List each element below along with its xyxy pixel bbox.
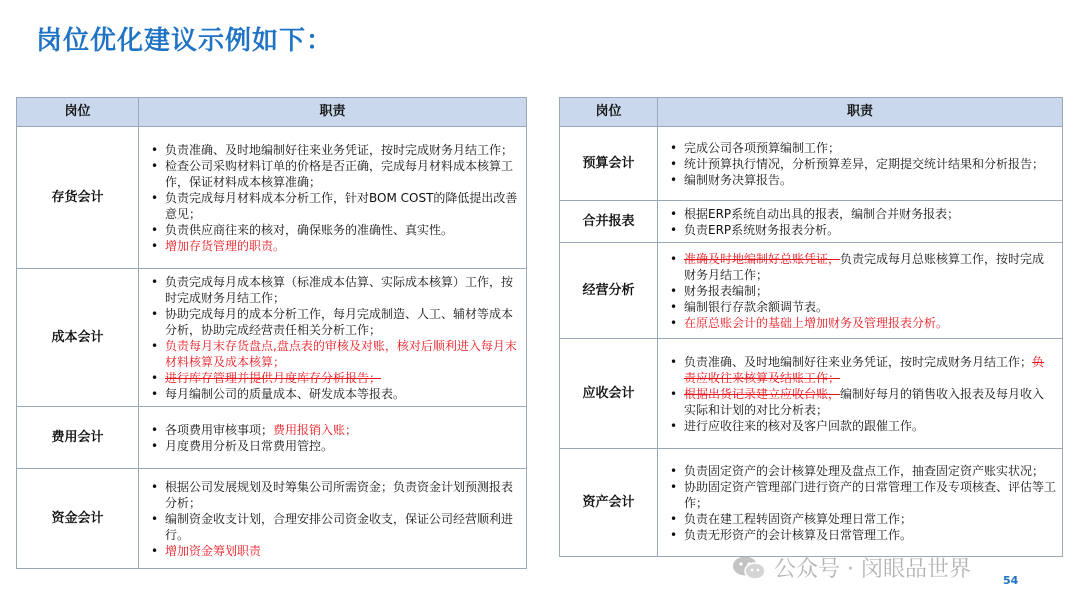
duty-item [147,543,520,559]
table-row [560,339,1063,449]
duty-text: 负责固定资产的会计核算处理及盘点工作，抽查固定资产账实状况； [684,463,1045,478]
duty-item [147,306,520,338]
duty-text: 进行应收往来的核对及客户回款的跟催工作。 [684,418,925,433]
table-row [560,243,1063,339]
wechat-icon [732,555,766,581]
left-duty-table [16,97,527,569]
duty-item [147,438,520,454]
watermark-text: 公众号 · 闵眼品世界 [774,557,971,582]
duty-text: 编制资金收支计划，合理安排公司资金收支，保证公司经营顺利进行。 [165,511,514,542]
page-number: 54 [1003,574,1019,587]
duty-list [147,422,520,454]
duty-list [147,142,520,254]
left-table-body [17,127,527,569]
duty-cell [658,127,1063,201]
duty-item [147,511,520,543]
table-header-row [560,98,1063,127]
table-row [17,469,527,569]
page-title: 岗位优化建议示例如下： [36,26,334,56]
duty-list [666,251,1056,331]
right-duty-table [559,97,1063,557]
duty-text: 协助完成每月的成本分析工作，每月完成制造、人工、辅材等成本分析，协助完成经营责任相关分析工作； [165,306,514,337]
duty-list [147,479,520,559]
table-row [17,407,527,469]
duty-item [147,338,520,370]
duty-item [666,354,1056,386]
duty-text: 协助固定资产管理部门进行资产的日常管理工作及专项核查、评估等工作； [684,479,1057,510]
table-row [560,449,1063,557]
duty-text: 编制好每月的销售收入报表及每月收入实际和计划的对比分析表； [684,386,1045,417]
duty-item [666,140,1056,156]
added-duty-text: 增加存货管理的职责。 [165,238,286,253]
duty-text: 负责供应商往来的核对，确保账务的准确性、真实性。 [165,222,454,237]
right-table-body [560,127,1063,557]
duty-text: 负责无形资产的会计核算及日常管理工作。 [684,527,913,542]
added-duty-text: 费用报销入账； [273,422,358,437]
position-cell: 预算会计 [560,127,658,201]
duty-text: 月度费用分析及日常费用管控。 [165,438,334,453]
duty-item [147,479,520,511]
position-cell: 成本会计 [17,269,139,407]
duty-item [666,479,1056,511]
position-cell: 资产会计 [560,449,658,557]
duty-item [666,222,1056,238]
position-column-header: 岗位 [560,98,658,127]
duty-text: 统计预算执行情况，分析预算差异，定期提交统计结果和分析报告； [684,156,1045,171]
added-duty-text: 在原总账会计的基础上增加财务及管理报表分析。 [684,315,949,330]
deleted-duty-text: 准确及时地编制好总账凭证， [684,251,841,266]
duty-text: 财务报表编制； [684,283,769,298]
duty-item [666,386,1056,418]
duty-column-header: 职责 [658,98,1063,127]
duty-item [147,386,520,402]
duty-item [666,172,1056,188]
position-column-header: 岗位 [17,98,139,127]
duty-text: 负责在建工程转固资产核算处理日常工作； [684,511,913,526]
table-header-row [17,98,527,127]
duty-text: 负责完成每月总账核算工作，按时完成财务月结工作； [684,251,1045,282]
table-row [560,127,1063,201]
duty-item [666,156,1056,172]
table-row [17,127,527,269]
position-cell: 存货会计 [17,127,139,269]
duty-text: 根据公司发展规划及时筹集公司所需资金；负责资金计划预测报表分析； [165,479,514,510]
duty-list [147,274,520,402]
duty-item [666,315,1056,331]
duty-item [147,142,520,158]
duty-cell [139,407,527,469]
duty-text: 各项费用审核事项； [165,422,274,437]
duty-text: 负责准确、及时地编制好往来业务凭证，按时完成财务月结工作； [165,142,514,157]
deleted-duty-text: 负责应收往来核算及结账工作； [684,354,1045,385]
duty-item [666,527,1056,543]
duty-item [147,422,520,438]
added-duty-text: 负责每月末存货盘点,盘点表的审核及对账，核对后顺利进入每月末材料核算及成本核算； [165,338,517,369]
duty-cell [658,339,1063,449]
duty-item [147,222,520,238]
position-cell: 合并报表 [560,201,658,243]
watermark [732,552,971,583]
duty-item [147,274,520,306]
duty-item [666,511,1056,527]
duty-list [666,140,1056,188]
duty-cell [658,449,1063,557]
duty-cell [658,201,1063,243]
duty-text: 每月编制公司的质量成本、研发成本等报表。 [165,386,406,401]
deleted-duty-text: 根据出货记录建立应收台账， [684,386,841,401]
position-cell: 经营分析 [560,243,658,339]
duty-text: 完成公司各项预算编制工作； [684,140,841,155]
duty-item [666,299,1056,315]
duty-item [666,463,1056,479]
table-row [17,269,527,407]
duty-column-header: 职责 [139,98,527,127]
duty-item [666,251,1056,283]
duty-text: 编制财务决算报告。 [684,172,793,187]
position-cell: 费用会计 [17,407,139,469]
duty-list [666,354,1056,434]
duty-text: 编制银行存款余额调节表。 [684,299,829,314]
duty-list [666,206,1056,238]
duty-cell [139,269,527,407]
duty-text: 根据ERP系统自动出具的报表，编制合并财务报表； [684,206,960,221]
duty-item [147,370,520,386]
duty-item [147,190,520,222]
duty-cell [139,127,527,269]
duty-item [666,418,1056,434]
duty-cell [139,469,527,569]
duty-item [147,238,520,254]
duty-text: 负责完成每月成本核算（标准成本估算、实际成本核算）工作，按时完成财务月结工作； [165,274,514,305]
duty-list [666,463,1056,543]
added-duty-text: 增加资金筹划职责 [165,543,262,558]
duty-cell [658,243,1063,339]
duty-text: 负责准确、及时地编制好往来业务凭证，按时完成财务月结工作； [684,354,1033,369]
duty-text: 负责完成每月材料成本分析工作，针对BOM COST的降低提出改善意见； [165,190,518,221]
duty-item [147,158,520,190]
duty-text: 负责ERP系统财务报表分析。 [684,222,840,237]
duty-item [666,283,1056,299]
position-cell: 资金会计 [17,469,139,569]
deleted-duty-text: 进行库存管理并提供月度库存分析报告； [165,370,382,385]
table-row [560,201,1063,243]
position-cell: 应收会计 [560,339,658,449]
duty-item [666,206,1056,222]
duty-text: 检查公司采购材料订单的价格是否正确，完成每月材料成本核算工作，保证材料成本核算准确； [165,158,514,189]
